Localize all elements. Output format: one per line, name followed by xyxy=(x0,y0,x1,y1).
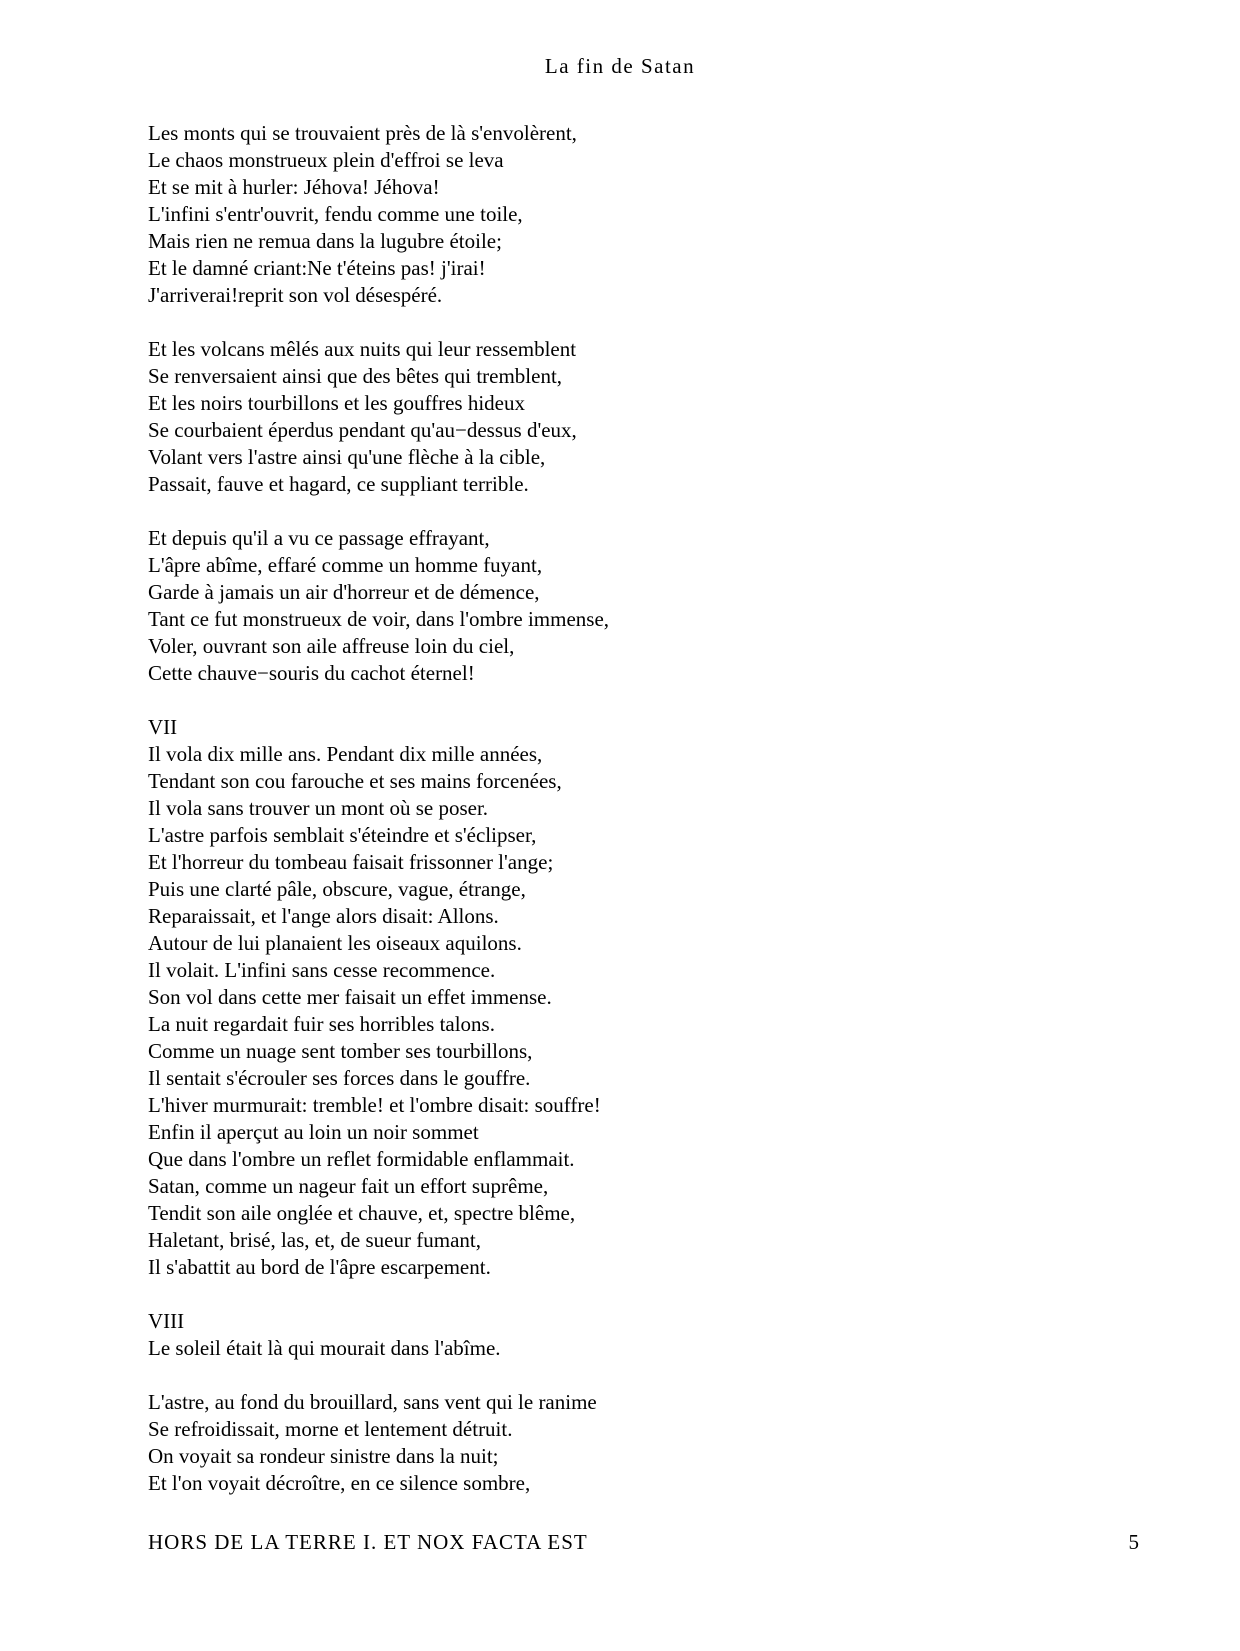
verse-line: Son vol dans cette mer faisait un effet immense. xyxy=(148,985,552,1009)
verse-line: Mais rien ne remua dans la lugubre étoile; xyxy=(148,229,502,253)
verse-line: Et l'on voyait décroître, en ce silence sombre, xyxy=(148,1471,531,1495)
verse-line: Il sentait s'écrouler ses forces dans le gouffre. xyxy=(148,1066,531,1090)
verse-line: Se refroidissait, morne et lentement détruit. xyxy=(148,1417,513,1441)
stanza xyxy=(148,120,1108,309)
verse-line: Passait, fauve et hagard, ce suppliant terrible. xyxy=(148,472,529,496)
verse-line: L'âpre abîme, effaré comme un homme fuyant, xyxy=(148,553,543,577)
verse-line: Volant vers l'astre ainsi qu'une flèche à la cible, xyxy=(148,445,546,469)
verse-line: Il vola dix mille ans. Pendant dix mille années, xyxy=(148,742,543,766)
verse-line: Et se mit à hurler: Jéhova! Jéhova! xyxy=(148,175,440,199)
stanza xyxy=(148,336,1108,498)
verse-line: Et le damné criant:Ne t'éteins pas! j'irai! xyxy=(148,256,486,280)
verse-line: J'arriverai!reprit son vol désespéré. xyxy=(148,283,443,307)
verse-line: Et l'horreur du tombeau faisait frissonner l'ange; xyxy=(148,850,554,874)
verse-line: L'hiver murmurait: tremble! et l'ombre disait: souffre! xyxy=(148,1093,601,1117)
verse-line: Autour de lui planaient les oiseaux aquilons. xyxy=(148,931,522,955)
verse-line: L'infini s'entr'ouvrit, fendu comme une toile, xyxy=(148,202,523,226)
verse-line: Enfin il aperçut au loin un noir sommet xyxy=(148,1120,479,1144)
footer-title: HORS DE LA TERRE I. ET NOX FACTA EST xyxy=(148,1530,588,1554)
verse-line: L'astre, au fond du brouillard, sans vent qui le ranime xyxy=(148,1390,597,1414)
verse-line: Se renversaient ainsi que des bêtes qui tremblent, xyxy=(148,364,563,388)
verse-line: Il volait. L'infini sans cesse recommence. xyxy=(148,958,496,982)
verse-line: Reparaissait, et l'ange alors disait: Allons. xyxy=(148,904,499,928)
stanza xyxy=(148,1308,1108,1362)
verse-line: L'astre parfois semblait s'éteindre et s'éclipser, xyxy=(148,823,537,847)
page-number: 5 xyxy=(1128,1530,1140,1554)
verse-line: Tant ce fut monstrueux de voir, dans l'ombre immense, xyxy=(148,607,610,631)
running-header: La fin de Satan xyxy=(544,54,696,78)
poem-body xyxy=(148,120,1108,1524)
verse-line: Cette chauve−souris du cachot éternel! xyxy=(148,661,475,685)
verse-line: Satan, comme un nageur fait un effort suprême, xyxy=(148,1174,549,1198)
verse-line: Se courbaient éperdus pendant qu'au−dessus d'eux, xyxy=(148,418,577,442)
verse-line: Tendant son cou farouche et ses mains forcenées, xyxy=(148,769,562,793)
verse-line: Le chaos monstrueux plein d'effroi se leva xyxy=(148,148,504,172)
verse-line: Les monts qui se trouvaient près de là s'envolèrent, xyxy=(148,121,577,145)
verse-line: On voyait sa rondeur sinistre dans la nuit; xyxy=(148,1444,499,1468)
verse-line: Garde à jamais un air d'horreur et de démence, xyxy=(148,580,540,604)
verse-line: Comme un nuage sent tomber ses tourbillons, xyxy=(148,1039,533,1063)
stanza xyxy=(148,714,1108,1281)
verse-line: Et les noirs tourbillons et les gouffres hideux xyxy=(148,391,525,415)
verse-line: Et les volcans mêlés aux nuits qui leur ressemblent xyxy=(148,337,577,361)
verse-line: Voler, ouvrant son aile affreuse loin du ciel, xyxy=(148,634,515,658)
section-number: VII xyxy=(148,715,178,739)
verse-line: Il vola sans trouver un mont où se poser. xyxy=(148,796,489,820)
verse-line: Et depuis qu'il a vu ce passage effrayant, xyxy=(148,526,490,550)
verse-line: Tendit son aile onglée et chauve, et, spectre blême, xyxy=(148,1201,576,1225)
verse-line: Il s'abattit au bord de l'âpre escarpement. xyxy=(148,1255,491,1279)
verse-line: Puis une clarté pâle, obscure, vague, étrange, xyxy=(148,877,526,901)
verse-line: Le soleil était là qui mourait dans l'abîme. xyxy=(148,1336,501,1360)
verse-line: Que dans l'ombre un reflet formidable enflammait. xyxy=(148,1147,575,1171)
stanza xyxy=(148,1389,1108,1497)
verse-line: La nuit regardait fuir ses horribles talons. xyxy=(148,1012,495,1036)
stanza xyxy=(148,525,1108,687)
verse-line: Haletant, brisé, las, et, de sueur fumant, xyxy=(148,1228,481,1252)
section-number: VIII xyxy=(148,1309,185,1333)
